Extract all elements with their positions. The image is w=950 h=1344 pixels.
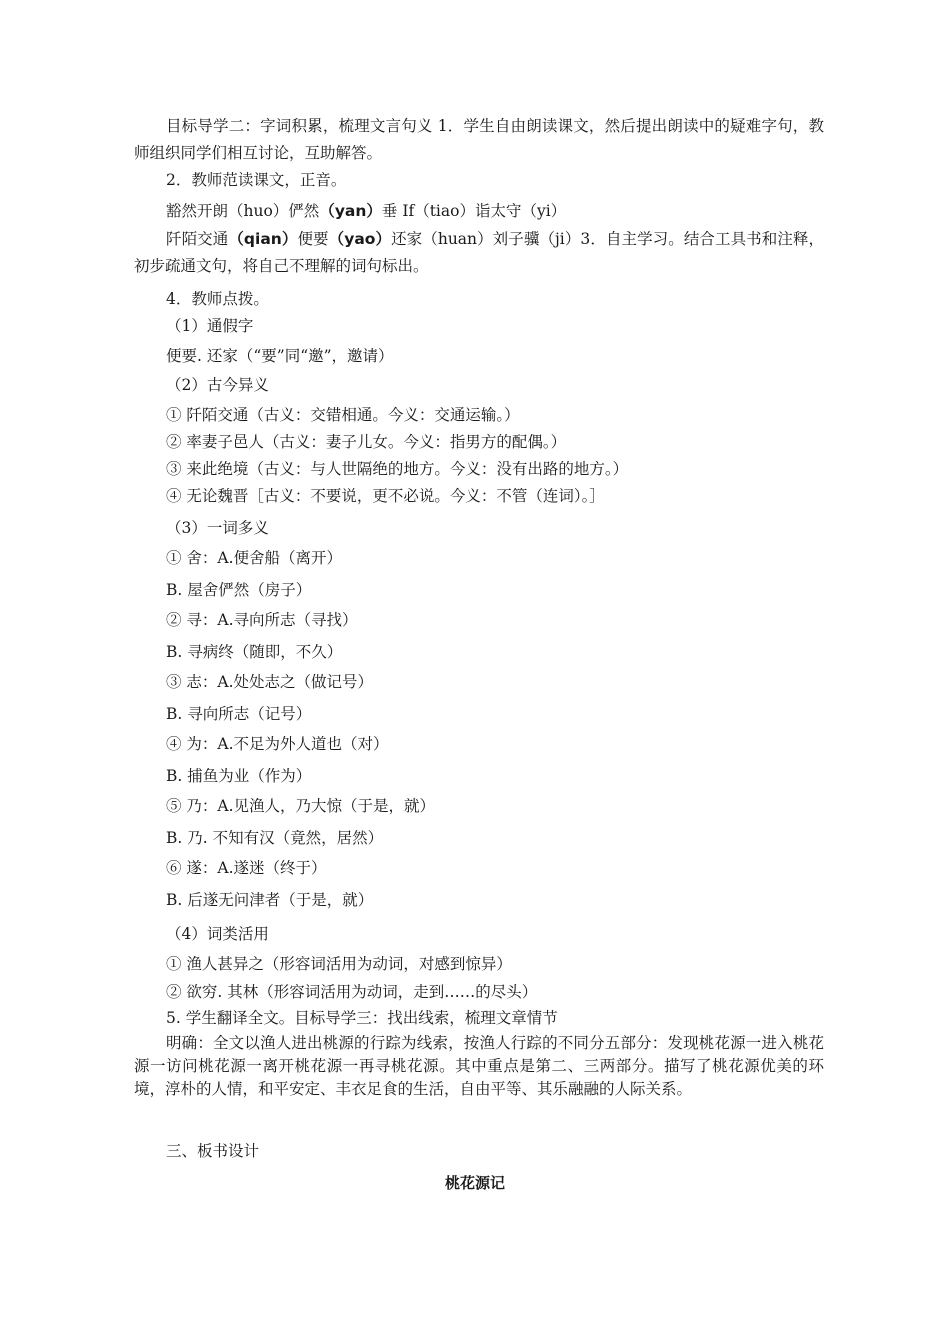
line-huoyong-1: ① 渔人甚异之（形容词活用为动词，对感到惊异）	[166, 955, 512, 973]
heading-board-design: 三、板书设计	[166, 1142, 260, 1160]
line-duoyi-6b: B. 后遂无问津者（于是，就）	[166, 891, 374, 909]
line-huoyong-2: ② 欲穷. 其林（形容词活用为动词，走到……的尽头）	[166, 983, 538, 1001]
line-duoyi-3a: ③ 志：A.处处志之（做记号）	[166, 673, 374, 691]
line-teacher-reading: 2．教师范读课文，正音。	[166, 171, 347, 189]
line-goal-three: 5. 学生翻译全文。目标导学三：找出线索，梳理文章情节	[166, 1009, 558, 1027]
board-title: 桃花源记	[444, 1174, 505, 1192]
pron2-text-e: 还家（huan）刘子骥（ji）3．自主学习。结合工具书和注释，初步疏通文句，将自己不理解的词句标出。	[134, 230, 824, 275]
line-duoyi-1b: B. 屋舍俨然（房子）	[166, 581, 312, 599]
line-duoyi-2b: B. 寻病终（随即，不久）	[166, 643, 343, 661]
line-duoyi-4a: ④ 为：A.不足为外人道也（对）	[166, 735, 389, 753]
line-teacher-guidance: 4．教师点拨。	[166, 290, 269, 308]
line-duoyi-3b: B. 寻向所志（记号）	[166, 705, 312, 723]
line-duoyi-6a: ⑥ 遂：A.遂迷（终于）	[166, 859, 327, 877]
pron2-text-b: （qian）	[228, 230, 298, 248]
paragraph-clarification: 明确：全文以渔人进出桃源的行踪为线索，按渔人行踪的不同分五部分：发现桃花源一进入桃花源一访问桃花源一离开桃花源一再寻桃花源。其中重点是第二、三两部分。描写了桃花源优美的环境，淳朴的人情，和平安定、丰衣足食的生活，自由平等、其乐融融的人际关系。	[134, 1034, 824, 1098]
line-gujin-2: ② 率妻子邑人（古义：妻子儿女。今义：指男方的配偶。）	[166, 433, 567, 451]
line-gujin-4: ④ 无论魏晋［古义：不要说，更不必说。今义：不管（连词）。］	[166, 487, 605, 505]
pron2-text-d: （yao）	[328, 230, 392, 248]
pron-text-a: 豁然开朗（huo）俨然	[166, 202, 320, 220]
paragraph-pronunciation-2	[134, 226, 824, 280]
pron2-text-a: 阡陌交通	[166, 230, 229, 248]
line-gujin-3: ③ 来此绝境（古义：与人世隔绝的地方。今义：没有出路的地方。）	[166, 460, 629, 478]
line-duoyi-4b: B. 捕鱼为业（作为）	[166, 767, 312, 785]
heading-cilei-huoyong: （4）词类活用	[166, 925, 269, 943]
line-duoyi-5b: B. 乃. 不知有汉（竟然，居然）	[166, 829, 384, 847]
line-tongjiazi-example: 便要. 还家（“要”同“邀”，邀请）	[166, 347, 394, 365]
heading-yici-duoyi: （3）一词多义	[166, 519, 269, 537]
paragraph-goal-two: 目标导学二：字词积累，梳理文言句义 1．学生自由朗读课文，然后提出朗读中的疑难字句，教师组织同学们相互讨论，互助解答。	[134, 117, 824, 162]
pron-text-c: 垂 If（tiao）诣太守（yi）	[381, 202, 567, 220]
pron-text-b: （yan）	[319, 202, 382, 220]
line-pronunciation-1	[166, 201, 824, 221]
pron2-text-c: 便要	[297, 230, 329, 248]
line-duoyi-2a: ② 寻：A.寻向所志（寻找）	[166, 611, 358, 629]
line-duoyi-5a: ⑤ 乃：A.见渔人，乃大惊（于是，就）	[166, 797, 436, 815]
line-gujin-1: ① 阡陌交通（古义：交错相通。今义：交通运输。）	[166, 406, 520, 424]
heading-gujin-yiyi: （2）古今异义	[166, 376, 269, 394]
line-duoyi-1a: ① 舍：A.便舍船（离开）	[166, 549, 343, 567]
heading-tongjiazi: （1）通假字	[166, 317, 254, 335]
